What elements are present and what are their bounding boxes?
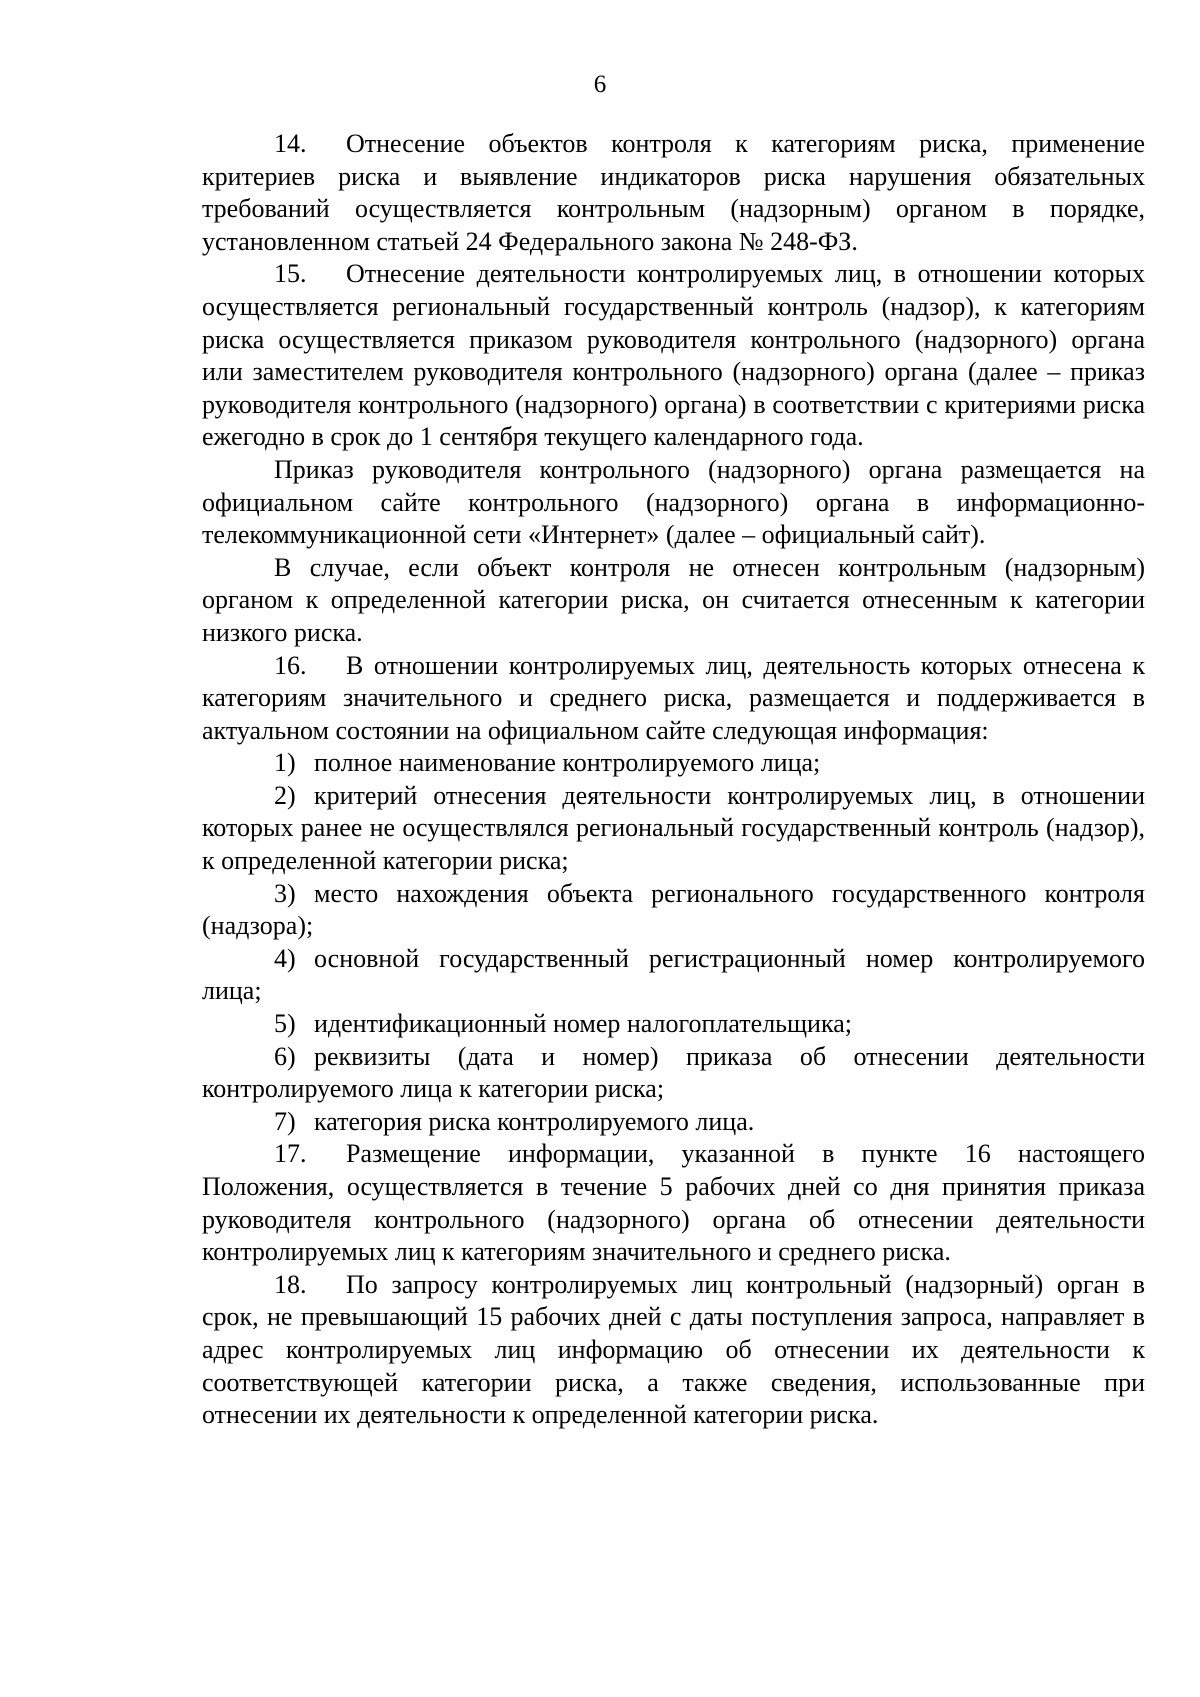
- paragraph-15: [202, 258, 1145, 454]
- list-item-number: 6): [274, 1041, 296, 1071]
- list-item-text: основной государственный регистрационный номер контролируемого лица;: [202, 943, 1145, 1006]
- paragraph-16: [202, 650, 1145, 748]
- list-item: [202, 1106, 1145, 1139]
- list-item-number: 5): [274, 1009, 296, 1039]
- list-item-text: место нахождения объекта регионального государственного контроля (надзора);: [202, 878, 1145, 941]
- paragraph-text: По запросу контролируемых лиц контрольный (надзорный) орган в срок, не превышающий 15 рабочих дней с даты поступления запроса, направляет в адрес контролируемых лиц информацию об отнесении их деятельности к соответствующей категории риска, а также сведения, использованные при отнесении их деятельности к определенной категории риска.: [202, 1269, 1145, 1430]
- list-item-number: 7): [274, 1106, 296, 1136]
- page-number: 6: [593, 71, 607, 98]
- paragraph-18: [202, 1269, 1145, 1432]
- paragraph-17: [202, 1138, 1145, 1268]
- paragraph-number: 16.: [274, 650, 307, 680]
- paragraph-14: [202, 128, 1145, 258]
- paragraph-number: 14.: [274, 129, 307, 158]
- paragraph-order-publication: [202, 454, 1145, 552]
- list-item: [202, 878, 1145, 943]
- paragraph-text: Приказ руководителя контрольного (надзорного) органа размещается на официальном сайте контрольного (надзорного) органа в информационно-телекоммуникационной сети «Интернет» (далее – официальный сайт).: [202, 454, 1145, 550]
- list-item-text: критерий отнесения деятельности контролируемых лиц, в отношении которых ранее не осуществлялся региональный государственный контроль (надзор), к определенной категории риска;: [202, 780, 1145, 876]
- list-item-text: полное наименование контролируемого лица;: [314, 748, 821, 778]
- list-item: [202, 1041, 1145, 1106]
- paragraph-text: В случае, если объект контроля не отнесен контрольным (надзорным) органом к определенной категории риска, он считается отнесенным к категории низкого риска.: [202, 552, 1145, 647]
- list-item-number: 1): [274, 748, 296, 778]
- paragraph-text: В отношении контролируемых лиц, деятельность которых отнесена к категориям значительного и среднего риска, размещается и поддерживается в актуальном состоянии на официальном сайте следующая информация:: [202, 650, 1145, 745]
- list-item-text: категория риска контролируемого лица.: [314, 1106, 755, 1136]
- list-item-number: 4): [274, 943, 296, 973]
- paragraph-text: Отнесение деятельности контролируемых лиц, в отношении которых осуществляется региональный государственный контроль (надзор), к категориям риска осуществляется приказом руководителя контрольного (надзорного) органа или заместителем руководителя контрольного (надзорного) органа (далее – приказ руководителя контрольного (надзорного) органа) в соответствии с критериями риска ежегодно в срок до 1 сентября текущего календарного года.: [202, 259, 1145, 452]
- list-item-number: 2): [274, 780, 296, 810]
- list-item-number: 3): [274, 878, 296, 908]
- paragraph-text: Размещение информации, указанной в пункте 16 настоящего Положения, осуществляется в течение 5 рабочих дней со дня принятия приказа руководителя контрольного (надзорного) органа об отнесении деятельности контролируемых лиц к категориям значительного и среднего риска.: [202, 1139, 1145, 1267]
- list-item: [202, 747, 1145, 780]
- paragraph-text: Отнесение объектов контроля к категориям риска, применение критериев риска и выявление индикаторов риска нарушения обязательных требований осуществляется контрольным (надзорным) органом в порядке, установленном статьей 24 Федерального закона № 248-ФЗ.: [202, 129, 1145, 256]
- list-item-text: идентификационный номер налогоплательщика;: [314, 1009, 852, 1039]
- paragraph-number: 15.: [274, 259, 307, 289]
- list-item: [202, 1008, 1145, 1041]
- list-item-text: реквизиты (дата и номер) приказа об отнесении деятельности контролируемого лица к категории риска;: [202, 1041, 1145, 1104]
- document-body: [202, 128, 1145, 1432]
- paragraph-number: 17.: [274, 1139, 307, 1169]
- paragraph-low-risk-default: [202, 552, 1145, 650]
- list-item: [202, 943, 1145, 1008]
- list-item: [202, 780, 1145, 878]
- paragraph-number: 18.: [274, 1269, 307, 1299]
